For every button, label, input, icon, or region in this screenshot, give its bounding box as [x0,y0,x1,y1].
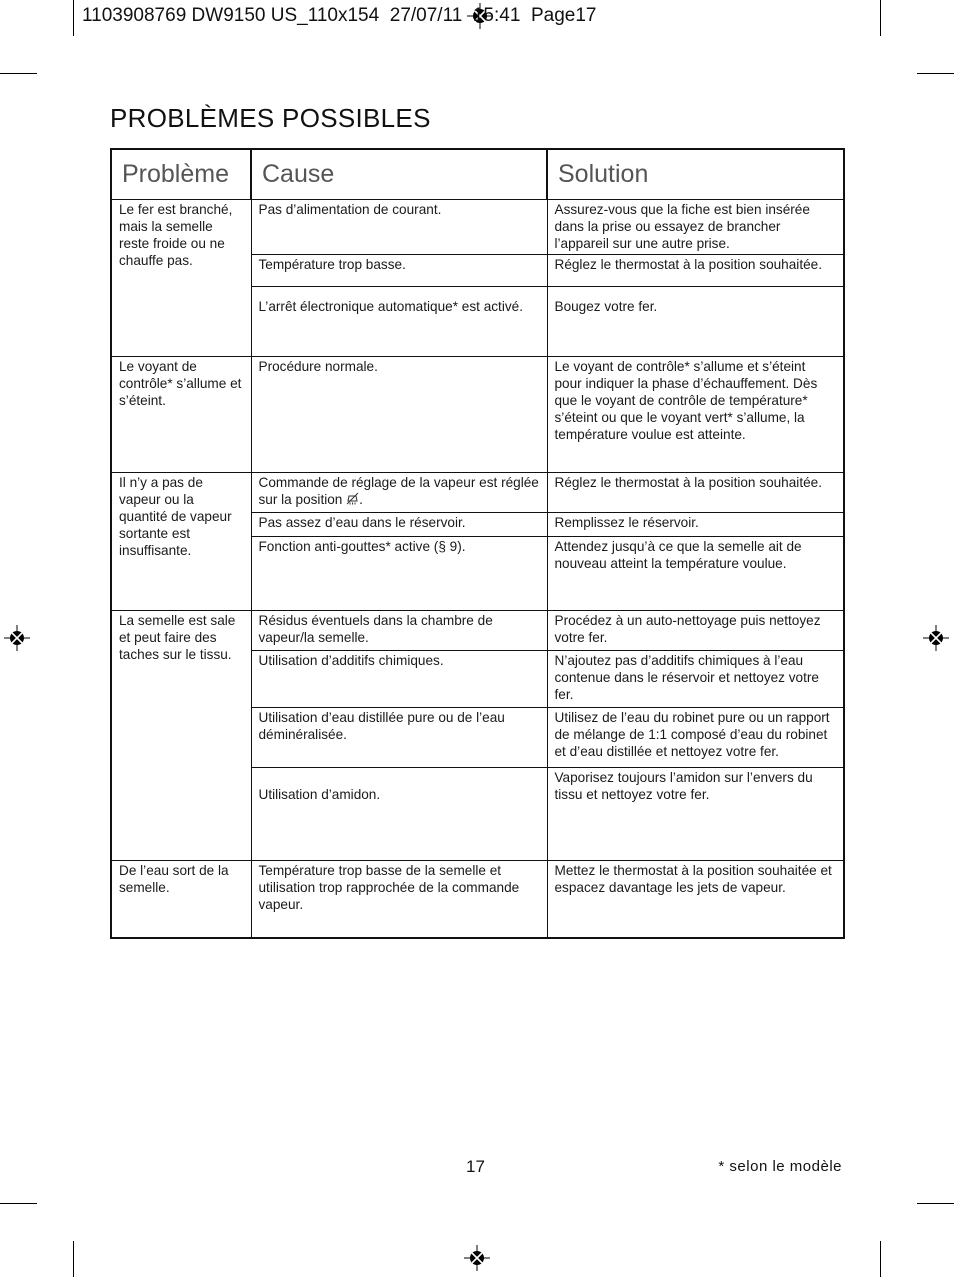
footnote: * selon le modèle [718,1158,842,1175]
no-steam-icon [346,492,359,505]
cause-cell: Température trop basse de la semelle et utilisation trop rapprochée de la commande vapeur. [251,861,547,938]
cause-cell: L’arrêt électronique automatique* est activé. [251,287,547,357]
cause-cell: Pas d’alimentation de courant. [251,200,547,255]
table-row [111,357,844,473]
cause-cell: Utilisation d’amidon. [251,768,547,861]
crop-mark [880,1241,881,1277]
solution-cell: Mettez le thermostat à la position souhaitée et espacez davantage les jets de vapeur. [547,861,844,938]
solution-cell: Utilisez de l’eau du robinet pure ou un rapport de mélange de 1:1 composé d’eau du robinet et d’eau distillée et nettoyez votre fer. [547,708,844,768]
registration-mark-icon [4,625,30,651]
table-row [111,611,844,651]
cause-text: Commande de réglage de la vapeur est réglée sur la position [258,475,539,507]
crop-mark [0,73,37,74]
table-header-row [111,149,844,200]
page-number: 17 [466,1157,485,1176]
cause-cell: Utilisation d’additifs chimiques. [251,651,547,708]
table-row [111,861,844,938]
problem-cell: Le fer est branché, mais la semelle reste froide ou ne chauffe pas. [111,200,251,357]
solution-cell: Attendez jusqu’à ce que la semelle ait de nouveau atteint la température voulue. [547,537,844,611]
solution-cell: Procédez à un auto-nettoyage puis nettoyez votre fer. [547,611,844,651]
cause-cell: Pas assez d’eau dans le réservoir. [251,513,547,537]
crop-mark [73,1241,74,1277]
crop-mark [880,0,881,36]
cause-cell: Utilisation d’eau distillée pure ou de l’eau déminéralisée. [251,708,547,768]
solution-cell: Le voyant de contrôle* s’allume et s’éteint pour indiquer la phase d’échauffement. Dès que le voyant de contrôle de température* s’éteint ou que le voyant vert* s’allume, la température voulue est atteinte. [547,357,844,473]
table-row [111,200,844,255]
troubleshooting-table [110,148,845,939]
solution-cell: Réglez le thermostat à la position souhaitée. [547,473,844,513]
cause-cell: Fonction anti-gouttes* active (§ 9). [251,537,547,611]
problem-cell: La semelle est sale et peut faire des taches sur le tissu. [111,611,251,861]
crop-mark [73,0,74,36]
solution-cell: Bougez votre fer. [547,287,844,357]
print-slug: 1103908769 DW9150 US_110x154 27/07/11 15:41 Page17 [82,5,597,26]
table-row [111,473,844,513]
cause-cell: Procédure normale. [251,357,547,473]
cause-cell: Résidus éventuels dans la chambre de vapeur/la semelle. [251,611,547,651]
solution-cell: N’ajoutez pas d’additifs chimiques à l’eau contenue dans le réservoir et nettoyez votre fer. [547,651,844,708]
solution-cell: Remplissez le réservoir. [547,513,844,537]
cause-cell [251,473,547,513]
registration-mark-icon [923,625,949,651]
header-cause: Cause [251,149,547,200]
cause-cell: Température trop basse. [251,255,547,287]
page-title: PROBLÈMES POSSIBLES [110,103,431,133]
problem-cell: De l’eau sort de la semelle. [111,861,251,938]
solution-cell: Assurez-vous que la fiche est bien insérée dans la prise ou essayez de brancher l’appareil sur une autre prise. [547,200,844,255]
cause-suffix: . [359,492,363,507]
solution-cell: Réglez le thermostat à la position souhaitée. [547,255,844,287]
problem-cell: Le voyant de contrôle* s’allume et s’éteint. [111,357,251,473]
crop-mark [917,1203,954,1204]
problem-cell: Il n’y a pas de vapeur ou la quantité de vapeur sortante est insuffisante. [111,473,251,611]
header-solution: Solution [547,149,844,200]
crop-mark [917,73,954,74]
registration-mark-icon [464,1245,490,1271]
crop-mark [0,1203,37,1204]
header-problem: Problème [111,149,251,200]
solution-cell: Vaporisez toujours l’amidon sur l’envers du tissu et nettoyez votre fer. [547,768,844,861]
